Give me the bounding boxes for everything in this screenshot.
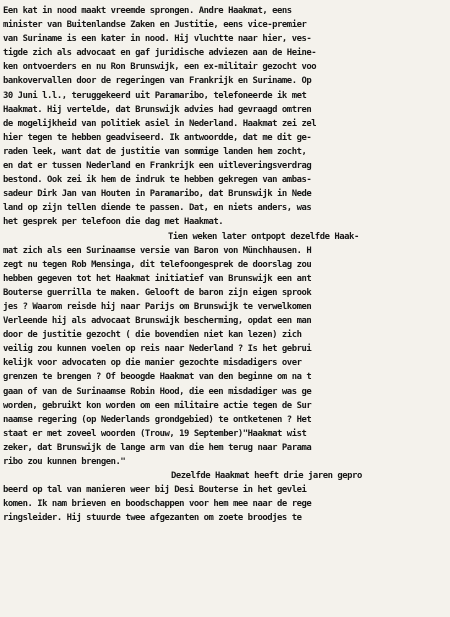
text-line: Een kat in nood maakt vreemde sprongen. Andre Haakmat, eens (3, 6, 292, 16)
text-line: land op zijn tellen diende te passen. Dat, en niets anders, was (3, 203, 312, 214)
text-line: bankovervallen door de regeringen van Frankrijk en Suriname. Op (3, 76, 312, 87)
text-line: Bouterse guerrilla te maken. Gelooft de baron zijn eigen sprook (3, 287, 312, 298)
paragraph-1 (3, 4, 448, 230)
text-line: hebben gegeven tot het Haakmat initiatief van Brunswijk een ant (3, 273, 312, 284)
text-line: 30 Juni l.l., teruggekeerd uit Paramaribo, telefoneerde ik met (3, 90, 307, 101)
text-line: het gesprek per telefoon die dag met Haakmat. (3, 217, 224, 228)
text-line: hier tegen te hebben geadviseerd. Ik antwoordde, dat me dit ge- (3, 132, 312, 143)
text-line: Haakmat. Hij vertelde, dat Brunswijk advies had gevraagd omtren (3, 104, 312, 115)
text-line: minister van Buitenlandse Zaken en Justitie, eens vice-premier (3, 20, 307, 31)
text-line: kelijk voor advocaten op die manier gezochte misdadigers over (3, 358, 302, 369)
text-line: grenzen te brengen ? Of beoogde Haakmat van den beginne om na t (3, 372, 312, 383)
text-line: gaan of van de Surinaamse Robin Hood, die een misdadiger was ge (3, 386, 312, 397)
text-line: ringsleider. Hij stuurde twee afgezanten om zoete broodjes te (3, 513, 302, 524)
paragraph-2 (3, 230, 448, 470)
text-line: naamse regering (op Nederlands grondgebied) te ontketenen ? Het (3, 414, 312, 425)
text-line: raden leek, want dat de justitie van sommige landen hem zocht, (3, 146, 307, 157)
text-line: Dezelfde Haakmat heeft drie jaren gepro (171, 471, 362, 482)
text-line: ribo zou kunnen brengen." (3, 457, 126, 467)
text-line: mat zich als een Surinaamse versie van Baron von Münchhausen. H (3, 245, 312, 256)
text-line: staat er met zoveel woorden (Trouw, 19 September)"Haakmat wist (3, 428, 307, 439)
text-line: bestond. Ook zei ik hem de indruk te hebben gekregen van ambas- (3, 175, 312, 186)
text-line: sadeur Dirk Jan van Houten in Paramaribo, dat Brunswijk in Nede (3, 189, 312, 200)
text-line: jes ? Waarom reisde hij naar Parijs om Brunswijk te verwelkomen (3, 301, 312, 312)
text-line: veilig zou kunnen voelen op reis naar Nederland ? Is het gebrui (3, 344, 312, 355)
text-line: zeker, dat Brunswijk de lange arm van die hem terug naar Parama (3, 442, 312, 453)
text-line: ken ontvoerders en nu Ron Brunswijk, een ex-militair gezocht voo (3, 62, 317, 73)
text-line: van Suriname is een kater in nood. Hij vluchtte naar hier, ves- (3, 34, 312, 45)
text-line: en dat er tussen Nederland en Frankrijk een uitleveringsverdrag (3, 161, 312, 172)
text-line: zegt nu tegen Rob Mensinga, dit telefoongesprek de doorslag zou (3, 259, 312, 270)
text-line: komen. Ik nam brieven en boodschappen voor hem mee naar de rege (3, 499, 312, 510)
text-line: worden, gebruikt kon worden om een militaire actie tegen de Sur (3, 400, 312, 411)
text-line: beerd op tal van manieren weer bij Desi Bouterse in het gevlei (3, 485, 307, 496)
text-line: de mogelijkheid van politiek asiel in Nederland. Haakmat zei zel (3, 118, 317, 129)
text-line: tigde zich als advocaat en gaf juridische adviezen aan de Heine- (3, 48, 317, 59)
text-line: door de justitie gezocht ( die bovendien niet kan lezen) zich (3, 330, 302, 341)
text-line: Tien weken later ontpopt dezelfde Haak- (168, 231, 359, 242)
paragraph-3 (3, 469, 448, 525)
text-line: Verleende hij als advocaat Brunswijk bescherming, opdat een man (3, 316, 312, 327)
